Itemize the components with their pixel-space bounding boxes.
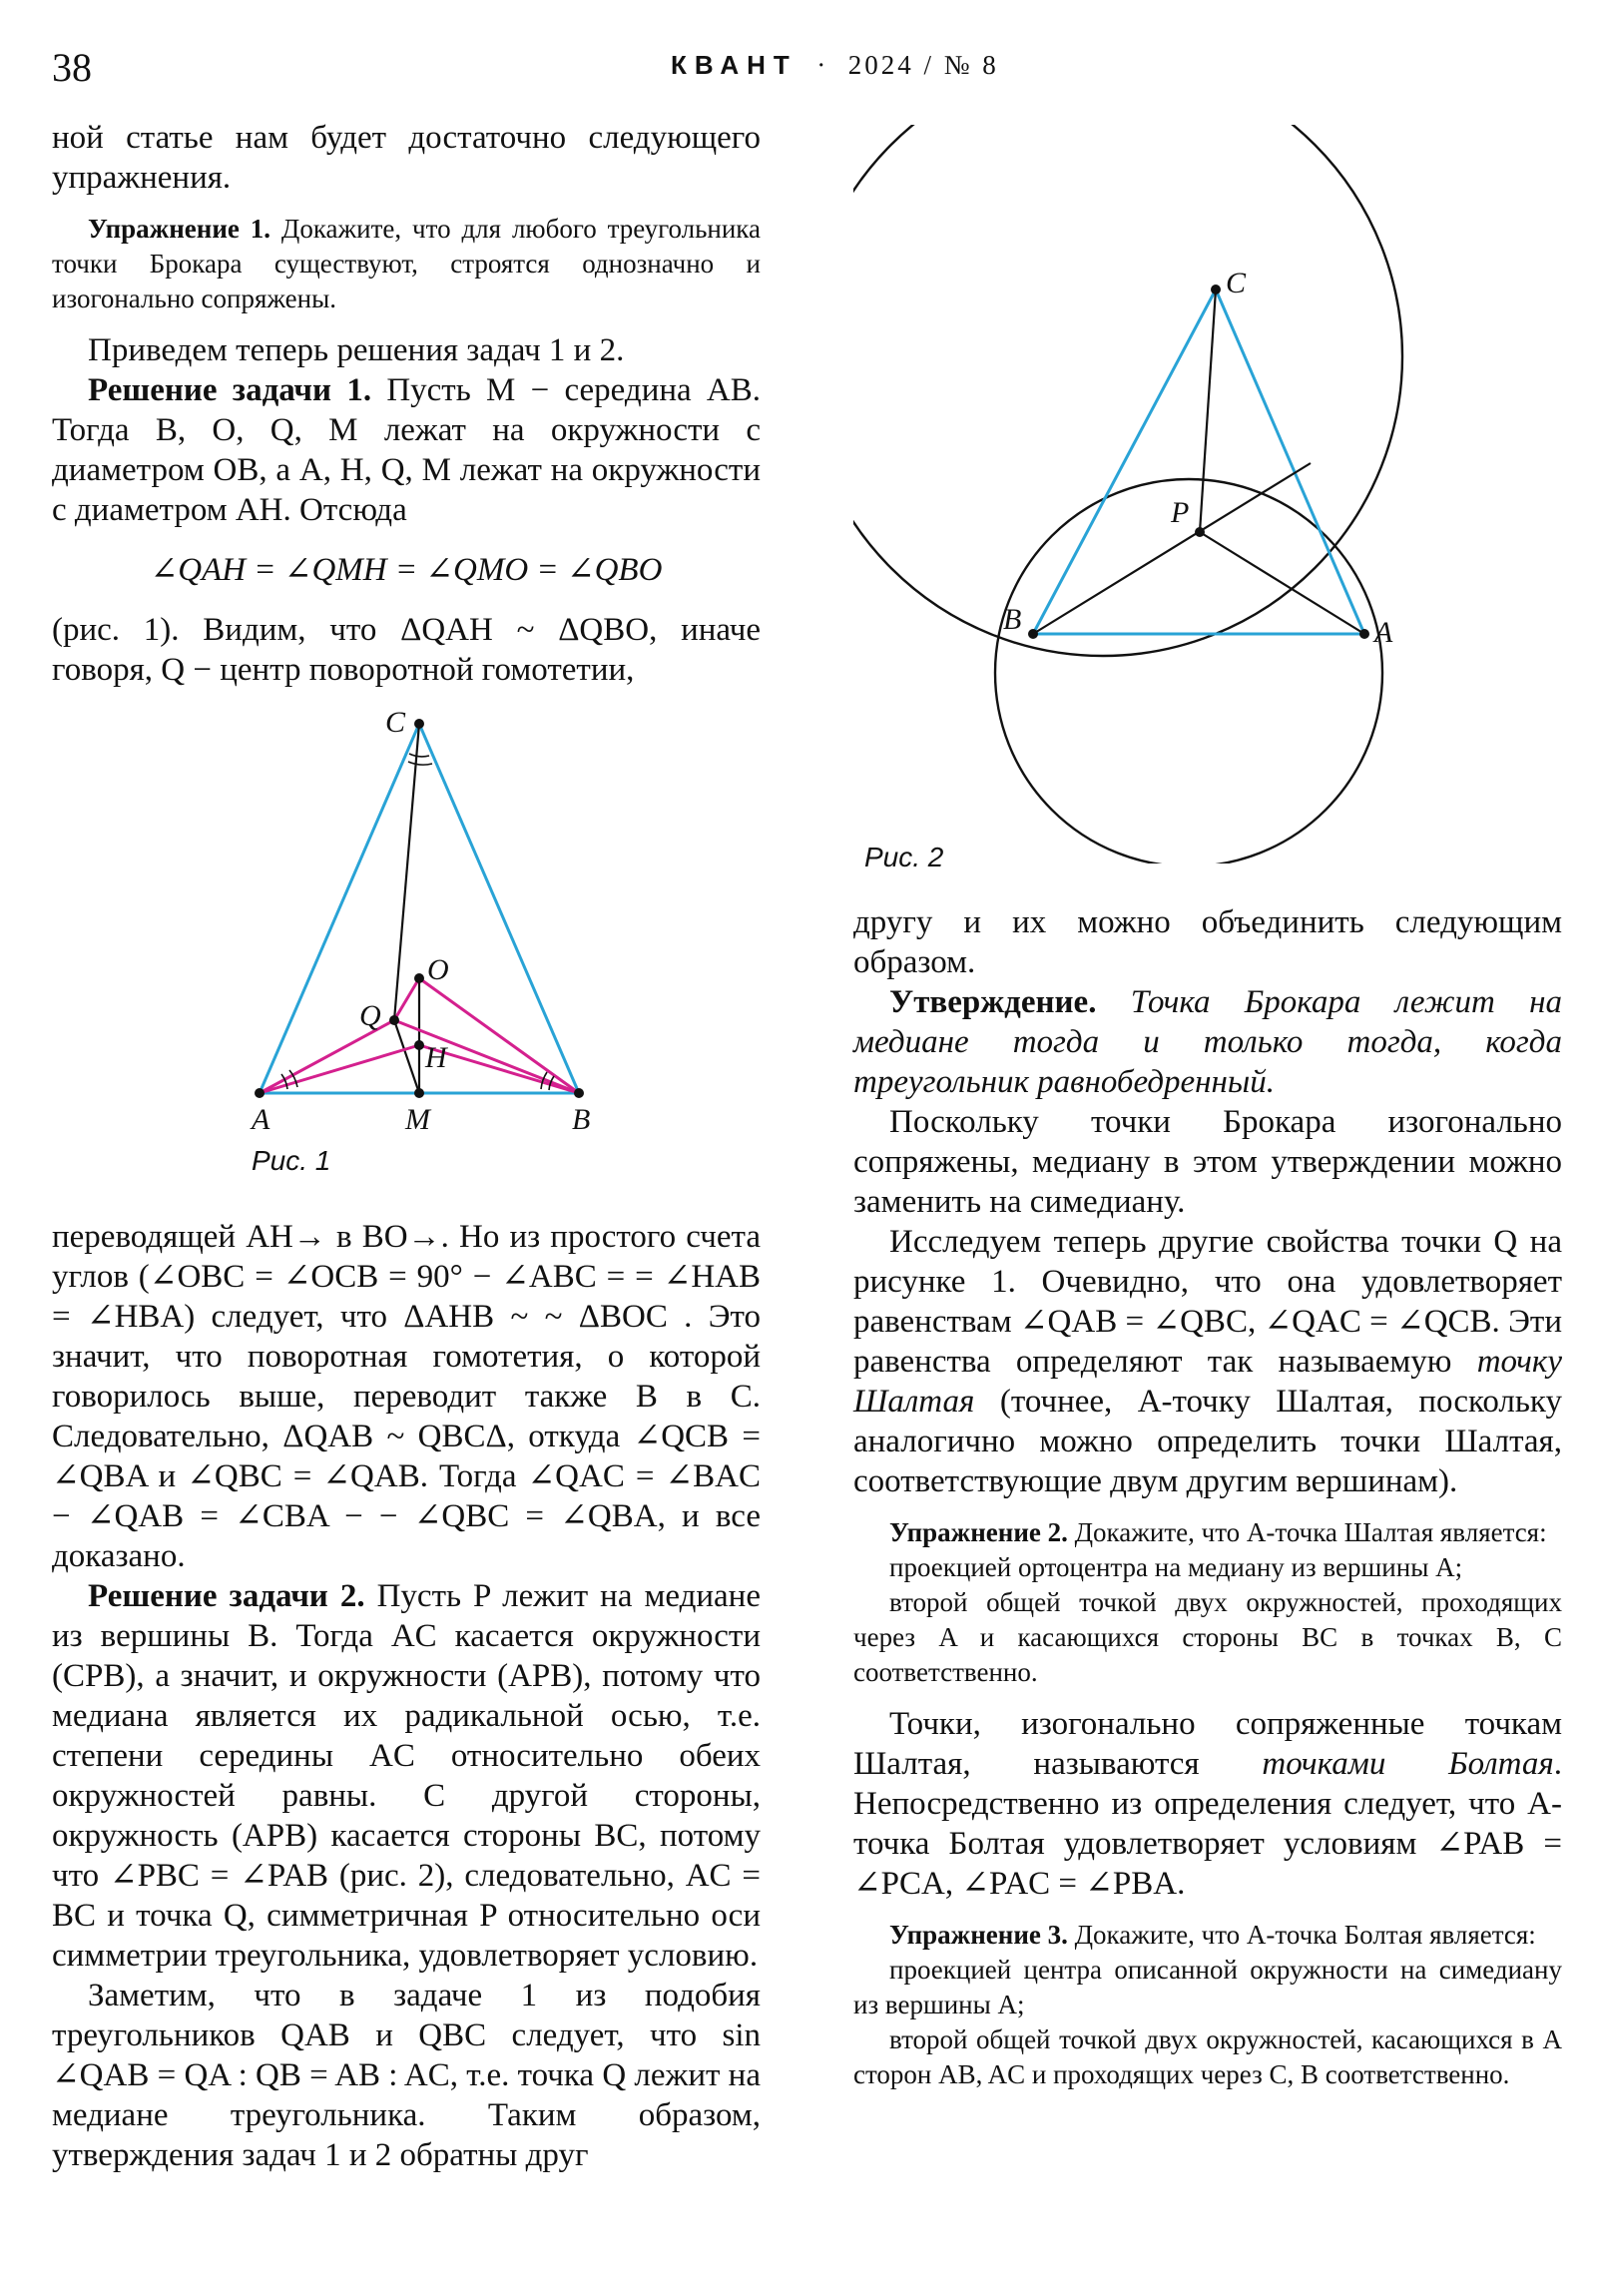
fig2-label-c: C bbox=[1226, 267, 1247, 299]
exercise-2 bbox=[853, 1515, 1562, 1690]
page-header bbox=[52, 40, 1549, 90]
exercise-2-label: Упражнение 2. bbox=[889, 1517, 1068, 1547]
fig1-label-c: C bbox=[385, 706, 406, 739]
continue-paragraph: переводящей AH→ в BO→. Но из простого счета углов (∠OBC = ∠OCB = 90° − ∠ABC = = ∠HAB = ∠HBA) следует, что ΔAHB ~ ~ ΔBOC . Это значит, что поворотная гомотетия, о которой говорилось выше, переводит также B в C. Следовательно, ΔQAB ~ QBCΔ, откуда ∠QCB = ∠QBA и ∠QBC = ∠QAB. Тогда ∠QAC = ∠BAC − ∠QAB = ∠CBA − − ∠QBC = ∠QBA, и все доказано. bbox=[52, 1219, 761, 1574]
exercise-1-label: Упражнение 1. bbox=[88, 214, 271, 244]
claim-text: Точка Брокара лежит на медиане тогда и только тогда, когда треугольник равнобедренный. bbox=[853, 984, 1562, 1100]
left-column bbox=[52, 118, 761, 2175]
since-paragraph: Поскольку точки Брокара изогонально сопряжены, медиану в этом утверждении можно заменить на симедиану. bbox=[853, 1104, 1562, 1220]
fig2-points bbox=[1028, 285, 1369, 639]
figure-1 bbox=[230, 704, 629, 1133]
right-continue-paragraph: другу и их можно объединить следующим образом. bbox=[853, 904, 1562, 980]
figure-2 bbox=[853, 125, 1552, 863]
journal-title bbox=[671, 50, 999, 81]
bring-paragraph: Приведем теперь решения задач 1 и 2. bbox=[88, 332, 625, 368]
solution-1-label: Решение задачи 1. bbox=[88, 372, 372, 408]
page-number: 38 bbox=[52, 45, 92, 90]
fig1-label-h: H bbox=[425, 1041, 447, 1074]
fig1-black-lines bbox=[394, 724, 419, 1093]
exercise-3-item-1: проекцией центра описанной окружности на симедиану из вершины A; bbox=[853, 1955, 1562, 2019]
points-term: точками Болтая bbox=[1262, 1746, 1554, 1782]
exercise-3-text: Докажите, что A-точка Болтая является: bbox=[1067, 1920, 1536, 1950]
figure-2-caption: Рис. 2 bbox=[864, 842, 944, 872]
journal-name: КВАНТ bbox=[671, 50, 798, 80]
explore-paragraph bbox=[853, 1222, 1562, 1501]
explore-term: точку Шалтая bbox=[853, 1344, 1562, 1420]
fig1-points bbox=[255, 719, 584, 1098]
after-formula-paragraph: (рис. 1). Видим, что ΔQAH ~ ΔQBO, иначе говоря, Q − центр поворотной гомотетии, bbox=[52, 612, 761, 688]
solution-2-text: Пусть P лежит на медиане из вершины B. Тогда AC касается окружности (CPB), а значит, и окружности (APB), потому что медиана является их радикальной осью, т.е. степени середины AC относительно обеих окружностей равны. С другой стороны, окружность (APB) касается стороны BC, потому что ∠PBC = ∠PAB (рис. 2), следовательно, AC = BC и точка Q, симметричная P относительно оси симметрии треугольника, удовлетворяет условию. bbox=[52, 1578, 761, 1974]
exercise-3 bbox=[853, 1918, 1562, 2092]
fig2-label-b: B bbox=[1003, 603, 1022, 636]
claim bbox=[853, 982, 1562, 1102]
angle-formula: ∠QAH = ∠QMH = ∠QMO = ∠QBO bbox=[150, 552, 663, 588]
explore-tail: (точнее, A-точку Шалтая, поскольку аналогично можно определить точки Шалтая, соответствующие двум другим вершинам). bbox=[853, 1384, 1562, 1499]
exercise-2-item-1: проекцией ортоцентра на медиану из вершины A; bbox=[889, 1552, 1463, 1582]
fig1-label-b: B bbox=[572, 1103, 591, 1133]
points-paragraph bbox=[853, 1704, 1562, 1904]
note-paragraph: Заметим, что в задаче 1 из подобия треугольников QAB и QBC следует, что sin ∠QAB = QA : QB = AB : AC, т.е. точка Q лежит на медиане треугольника. Таким образом, утверждения задач 1 и 2 обратны друг bbox=[52, 1978, 761, 2173]
fig1-label-o: O bbox=[427, 953, 449, 986]
solution-2 bbox=[52, 1576, 761, 1976]
fig1-label-q: Q bbox=[359, 999, 381, 1032]
exercise-1 bbox=[52, 212, 761, 316]
exercise-2-text: Докажите, что A-точка Шалтая является: bbox=[1067, 1517, 1547, 1547]
fig2-label-a: A bbox=[1374, 616, 1393, 649]
points-text: Точки, изогонально сопряженные точкам Шалтая, называются bbox=[853, 1706, 1562, 1782]
exercise-2-item-2: второй общей точкой двух окружностей, проходящих через A и касающихся стороны BC в точках B, C соответственно. bbox=[853, 1587, 1562, 1687]
figure-1-caption: Рис. 1 bbox=[252, 1145, 331, 1176]
fig1-label-m: M bbox=[405, 1103, 430, 1133]
header-separator: · bbox=[816, 50, 829, 80]
fig2-circles bbox=[853, 125, 1402, 863]
journal-issue: 2024 / № 8 bbox=[847, 50, 999, 80]
fig1-label-a: A bbox=[252, 1103, 270, 1133]
exercise-1-text: Докажите, что для любого треугольника точки Брокара существуют, строятся однозначно и изогонально сопряжены. bbox=[52, 214, 761, 313]
explore-text: Исследуем теперь другие свойства точки Q на рисунке 1. Очевидно, что она удовлетворяет равенствам ∠QAB = ∠QBC, ∠QAC = ∠QCB. Эти равенства определяют так называемую bbox=[853, 1224, 1562, 1380]
exercise-3-item-2: второй общей точкой двух окружностей, касающихся в A сторон AB, AC и проходящих через C, B соответственно. bbox=[853, 2024, 1562, 2089]
fig2-triangle bbox=[1033, 289, 1364, 634]
exercise-3-label: Упражнение 3. bbox=[889, 1920, 1068, 1950]
right-column bbox=[853, 902, 1562, 2106]
points-tail: . Непосредственно из определения следует, что A-точка Болтая удовлетворяет условиям ∠PAB = ∠PCA, ∠PAC = ∠PBA. bbox=[853, 1746, 1562, 1902]
claim-label: Утверждение. bbox=[889, 984, 1097, 1020]
intro-paragraph: ной статье нам будет достаточно следующего упражнения. bbox=[52, 120, 761, 196]
solution-1 bbox=[52, 370, 761, 530]
solution-1-text: Пусть M − середина AB. Тогда B, O, Q, M лежат на окружности с диаметром OB, а A, H, Q, M лежат на окружности с диаметром AH. Отсюда bbox=[52, 372, 762, 528]
solution-2-label: Решение задачи 2. bbox=[88, 1578, 365, 1614]
fig1-angle-marks bbox=[281, 754, 554, 1090]
fig2-black-lines bbox=[1033, 289, 1364, 634]
fig2-label-p: P bbox=[1171, 496, 1190, 529]
